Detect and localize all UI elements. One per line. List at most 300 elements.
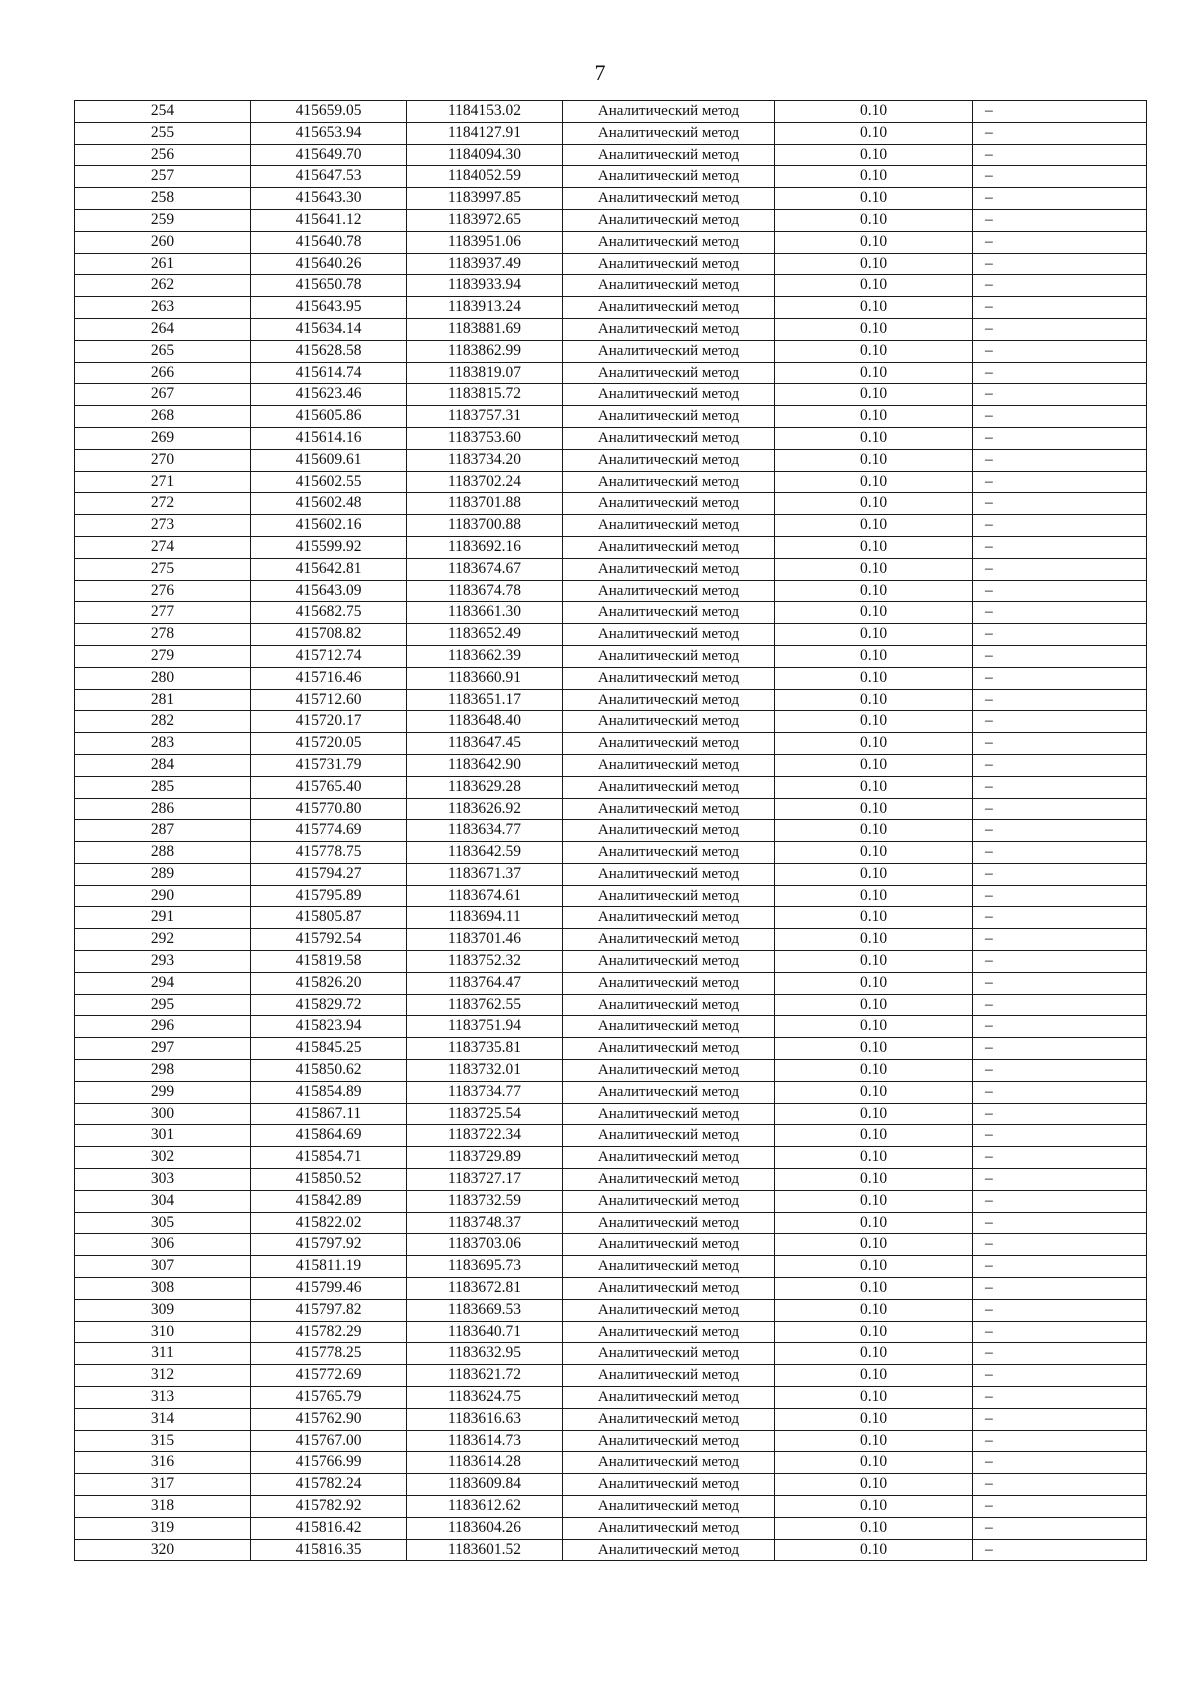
y-coordinate-cell: 1183640.71 <box>407 1321 563 1343</box>
accuracy-cell: 0.10 <box>775 733 973 755</box>
x-coordinate-cell: 415642.81 <box>251 558 407 580</box>
table-row <box>75 515 1147 537</box>
method-cell: Аналитический метод <box>563 1517 775 1539</box>
x-coordinate-cell: 415799.46 <box>251 1278 407 1300</box>
coordinates-table <box>74 100 1147 1561</box>
note-cell: – <box>973 602 1147 624</box>
x-coordinate-cell: 415650.78 <box>251 275 407 297</box>
note-cell: – <box>973 384 1147 406</box>
x-coordinate-cell: 415647.53 <box>251 166 407 188</box>
method-cell: Аналитический метод <box>563 1038 775 1060</box>
table-row <box>75 733 1147 755</box>
y-coordinate-cell: 1183694.11 <box>407 907 563 929</box>
table-row <box>75 1365 1147 1387</box>
x-coordinate-cell: 415842.89 <box>251 1190 407 1212</box>
accuracy-cell: 0.10 <box>775 1365 973 1387</box>
note-cell: – <box>973 1517 1147 1539</box>
method-cell: Аналитический метод <box>563 515 775 537</box>
table-row <box>75 384 1147 406</box>
x-coordinate-cell: 415762.90 <box>251 1408 407 1430</box>
point-number-cell: 257 <box>75 166 251 188</box>
method-cell: Аналитический метод <box>563 427 775 449</box>
y-coordinate-cell: 1183700.88 <box>407 515 563 537</box>
note-cell: – <box>973 1147 1147 1169</box>
note-cell: – <box>973 318 1147 340</box>
accuracy-cell: 0.10 <box>775 493 973 515</box>
point-number-cell: 280 <box>75 667 251 689</box>
x-coordinate-cell: 415640.78 <box>251 231 407 253</box>
table-row <box>75 1474 1147 1496</box>
accuracy-cell: 0.10 <box>775 362 973 384</box>
note-cell: – <box>973 1016 1147 1038</box>
accuracy-cell: 0.10 <box>775 798 973 820</box>
method-cell: Аналитический метод <box>563 929 775 951</box>
note-cell: – <box>973 689 1147 711</box>
method-cell: Аналитический метод <box>563 362 775 384</box>
method-cell: Аналитический метод <box>563 733 775 755</box>
method-cell: Аналитический метод <box>563 994 775 1016</box>
y-coordinate-cell: 1183748.37 <box>407 1212 563 1234</box>
y-coordinate-cell: 1183819.07 <box>407 362 563 384</box>
x-coordinate-cell: 415634.14 <box>251 318 407 340</box>
method-cell: Аналитический метод <box>563 951 775 973</box>
x-coordinate-cell: 415643.30 <box>251 188 407 210</box>
x-coordinate-cell: 415782.29 <box>251 1321 407 1343</box>
y-coordinate-cell: 1183672.81 <box>407 1278 563 1300</box>
accuracy-cell: 0.10 <box>775 929 973 951</box>
page-number: 7 <box>594 60 606 85</box>
table-row <box>75 1256 1147 1278</box>
note-cell: – <box>973 907 1147 929</box>
method-cell: Аналитический метод <box>563 1256 775 1278</box>
accuracy-cell: 0.10 <box>775 689 973 711</box>
method-cell: Аналитический метод <box>563 798 775 820</box>
note-cell: – <box>973 1278 1147 1300</box>
accuracy-cell: 0.10 <box>775 624 973 646</box>
note-cell: – <box>973 231 1147 253</box>
point-number-cell: 255 <box>75 122 251 144</box>
accuracy-cell: 0.10 <box>775 1060 973 1082</box>
accuracy-cell: 0.10 <box>775 384 973 406</box>
table-row <box>75 776 1147 798</box>
accuracy-cell: 0.10 <box>775 667 973 689</box>
y-coordinate-cell: 1183725.54 <box>407 1103 563 1125</box>
note-cell: – <box>973 754 1147 776</box>
table-row <box>75 1016 1147 1038</box>
point-number-cell: 275 <box>75 558 251 580</box>
table-row <box>75 1452 1147 1474</box>
y-coordinate-cell: 1183703.06 <box>407 1234 563 1256</box>
x-coordinate-cell: 415708.82 <box>251 624 407 646</box>
accuracy-cell: 0.10 <box>775 1430 973 1452</box>
x-coordinate-cell: 415643.95 <box>251 297 407 319</box>
note-cell: – <box>973 994 1147 1016</box>
table-row <box>75 907 1147 929</box>
accuracy-cell: 0.10 <box>775 1452 973 1474</box>
y-coordinate-cell: 1183624.75 <box>407 1387 563 1409</box>
point-number-cell: 263 <box>75 297 251 319</box>
table-row <box>75 711 1147 733</box>
note-cell: – <box>973 558 1147 580</box>
accuracy-cell: 0.10 <box>775 1103 973 1125</box>
method-cell: Аналитический метод <box>563 1147 775 1169</box>
point-number-cell: 281 <box>75 689 251 711</box>
note-cell: – <box>973 297 1147 319</box>
x-coordinate-cell: 415772.69 <box>251 1365 407 1387</box>
y-coordinate-cell: 1183614.73 <box>407 1430 563 1452</box>
y-coordinate-cell: 1183701.88 <box>407 493 563 515</box>
point-number-cell: 264 <box>75 318 251 340</box>
table-row <box>75 1060 1147 1082</box>
y-coordinate-cell: 1183751.94 <box>407 1016 563 1038</box>
method-cell: Аналитический метод <box>563 1190 775 1212</box>
table-row <box>75 318 1147 340</box>
x-coordinate-cell: 415602.16 <box>251 515 407 537</box>
method-cell: Аналитический метод <box>563 1212 775 1234</box>
table-row <box>75 188 1147 210</box>
point-number-cell: 273 <box>75 515 251 537</box>
note-cell: – <box>973 1387 1147 1409</box>
point-number-cell: 296 <box>75 1016 251 1038</box>
y-coordinate-cell: 1183661.30 <box>407 602 563 624</box>
x-coordinate-cell: 415716.46 <box>251 667 407 689</box>
note-cell: – <box>973 842 1147 864</box>
note-cell: – <box>973 972 1147 994</box>
x-coordinate-cell: 415640.26 <box>251 253 407 275</box>
note-cell: – <box>973 1256 1147 1278</box>
point-number-cell: 302 <box>75 1147 251 1169</box>
accuracy-cell: 0.10 <box>775 253 973 275</box>
note-cell: – <box>973 209 1147 231</box>
method-cell: Аналитический метод <box>563 384 775 406</box>
point-number-cell: 289 <box>75 863 251 885</box>
table-row <box>75 645 1147 667</box>
y-coordinate-cell: 1183933.94 <box>407 275 563 297</box>
accuracy-cell: 0.10 <box>775 1212 973 1234</box>
point-number-cell: 319 <box>75 1517 251 1539</box>
method-cell: Аналитический метод <box>563 580 775 602</box>
table-row <box>75 1103 1147 1125</box>
x-coordinate-cell: 415643.09 <box>251 580 407 602</box>
table-row <box>75 1408 1147 1430</box>
accuracy-cell: 0.10 <box>775 1038 973 1060</box>
table-row <box>75 1190 1147 1212</box>
x-coordinate-cell: 415778.25 <box>251 1343 407 1365</box>
note-cell: – <box>973 1474 1147 1496</box>
x-coordinate-cell: 415712.60 <box>251 689 407 711</box>
note-cell: – <box>973 1081 1147 1103</box>
accuracy-cell: 0.10 <box>775 406 973 428</box>
y-coordinate-cell: 1184052.59 <box>407 166 563 188</box>
accuracy-cell: 0.10 <box>775 580 973 602</box>
x-coordinate-cell: 415811.19 <box>251 1256 407 1278</box>
x-coordinate-cell: 415774.69 <box>251 820 407 842</box>
table-row <box>75 624 1147 646</box>
x-coordinate-cell: 415659.05 <box>251 101 407 123</box>
note-cell: – <box>973 1430 1147 1452</box>
table-row <box>75 101 1147 123</box>
point-number-cell: 313 <box>75 1387 251 1409</box>
method-cell: Аналитический метод <box>563 449 775 471</box>
note-cell: – <box>973 471 1147 493</box>
method-cell: Аналитический метод <box>563 754 775 776</box>
table-row <box>75 1169 1147 1191</box>
point-number-cell: 293 <box>75 951 251 973</box>
accuracy-cell: 0.10 <box>775 318 973 340</box>
y-coordinate-cell: 1183734.77 <box>407 1081 563 1103</box>
x-coordinate-cell: 415682.75 <box>251 602 407 624</box>
y-coordinate-cell: 1183642.90 <box>407 754 563 776</box>
method-cell: Аналитический метод <box>563 1343 775 1365</box>
point-number-cell: 254 <box>75 101 251 123</box>
point-number-cell: 298 <box>75 1060 251 1082</box>
method-cell: Аналитический метод <box>563 972 775 994</box>
y-coordinate-cell: 1183621.72 <box>407 1365 563 1387</box>
method-cell: Аналитический метод <box>563 122 775 144</box>
x-coordinate-cell: 415797.92 <box>251 1234 407 1256</box>
accuracy-cell: 0.10 <box>775 1081 973 1103</box>
table-row <box>75 798 1147 820</box>
table-row <box>75 362 1147 384</box>
method-cell: Аналитический метод <box>563 1299 775 1321</box>
method-cell: Аналитический метод <box>563 1234 775 1256</box>
accuracy-cell: 0.10 <box>775 1278 973 1300</box>
accuracy-cell: 0.10 <box>775 1408 973 1430</box>
y-coordinate-cell: 1183701.46 <box>407 929 563 951</box>
method-cell: Аналитический метод <box>563 776 775 798</box>
point-number-cell: 279 <box>75 645 251 667</box>
x-coordinate-cell: 415826.20 <box>251 972 407 994</box>
x-coordinate-cell: 415720.05 <box>251 733 407 755</box>
y-coordinate-cell: 1183862.99 <box>407 340 563 362</box>
accuracy-cell: 0.10 <box>775 711 973 733</box>
note-cell: – <box>973 1299 1147 1321</box>
accuracy-cell: 0.10 <box>775 1147 973 1169</box>
y-coordinate-cell: 1183727.17 <box>407 1169 563 1191</box>
x-coordinate-cell: 415720.17 <box>251 711 407 733</box>
note-cell: – <box>973 275 1147 297</box>
x-coordinate-cell: 415867.11 <box>251 1103 407 1125</box>
accuracy-cell: 0.10 <box>775 1016 973 1038</box>
method-cell: Аналитический метод <box>563 166 775 188</box>
table-row <box>75 493 1147 515</box>
x-coordinate-cell: 415794.27 <box>251 863 407 885</box>
method-cell: Аналитический метод <box>563 471 775 493</box>
table-row <box>75 1430 1147 1452</box>
method-cell: Аналитический метод <box>563 1539 775 1561</box>
x-coordinate-cell: 415854.89 <box>251 1081 407 1103</box>
point-number-cell: 260 <box>75 231 251 253</box>
y-coordinate-cell: 1183642.59 <box>407 842 563 864</box>
point-number-cell: 316 <box>75 1452 251 1474</box>
method-cell: Аналитический метод <box>563 231 775 253</box>
accuracy-cell: 0.10 <box>775 297 973 319</box>
y-coordinate-cell: 1183997.85 <box>407 188 563 210</box>
accuracy-cell: 0.10 <box>775 1321 973 1343</box>
table-row <box>75 689 1147 711</box>
method-cell: Аналитический метод <box>563 275 775 297</box>
point-number-cell: 304 <box>75 1190 251 1212</box>
note-cell: – <box>973 798 1147 820</box>
note-cell: – <box>973 1452 1147 1474</box>
table-row <box>75 863 1147 885</box>
table-row <box>75 1539 1147 1561</box>
x-coordinate-cell: 415850.62 <box>251 1060 407 1082</box>
point-number-cell: 270 <box>75 449 251 471</box>
y-coordinate-cell: 1183632.95 <box>407 1343 563 1365</box>
x-coordinate-cell: 415805.87 <box>251 907 407 929</box>
method-cell: Аналитический метод <box>563 340 775 362</box>
accuracy-cell: 0.10 <box>775 1169 973 1191</box>
note-cell: – <box>973 406 1147 428</box>
accuracy-cell: 0.10 <box>775 863 973 885</box>
point-number-cell: 294 <box>75 972 251 994</box>
accuracy-cell: 0.10 <box>775 1517 973 1539</box>
table-row <box>75 929 1147 951</box>
accuracy-cell: 0.10 <box>775 101 973 123</box>
point-number-cell: 292 <box>75 929 251 951</box>
y-coordinate-cell: 1184127.91 <box>407 122 563 144</box>
method-cell: Аналитический метод <box>563 1278 775 1300</box>
note-cell: – <box>973 427 1147 449</box>
table-row <box>75 297 1147 319</box>
accuracy-cell: 0.10 <box>775 427 973 449</box>
table-row <box>75 275 1147 297</box>
note-cell: – <box>973 1365 1147 1387</box>
point-number-cell: 261 <box>75 253 251 275</box>
accuracy-cell: 0.10 <box>775 1299 973 1321</box>
x-coordinate-cell: 415602.55 <box>251 471 407 493</box>
accuracy-cell: 0.10 <box>775 340 973 362</box>
y-coordinate-cell: 1183937.49 <box>407 253 563 275</box>
note-cell: – <box>973 515 1147 537</box>
point-number-cell: 300 <box>75 1103 251 1125</box>
x-coordinate-cell: 415782.92 <box>251 1496 407 1518</box>
accuracy-cell: 0.10 <box>775 820 973 842</box>
note-cell: – <box>973 1060 1147 1082</box>
point-number-cell: 285 <box>75 776 251 798</box>
point-number-cell: 267 <box>75 384 251 406</box>
accuracy-cell: 0.10 <box>775 1496 973 1518</box>
note-cell: – <box>973 951 1147 973</box>
y-coordinate-cell: 1183601.52 <box>407 1539 563 1561</box>
x-coordinate-cell: 415770.80 <box>251 798 407 820</box>
y-coordinate-cell: 1183734.20 <box>407 449 563 471</box>
accuracy-cell: 0.10 <box>775 972 973 994</box>
method-cell: Аналитический метод <box>563 645 775 667</box>
x-coordinate-cell: 415782.24 <box>251 1474 407 1496</box>
method-cell: Аналитический метод <box>563 711 775 733</box>
method-cell: Аналитический метод <box>563 253 775 275</box>
note-cell: – <box>973 885 1147 907</box>
table-row <box>75 1234 1147 1256</box>
note-cell: – <box>973 1212 1147 1234</box>
table-row <box>75 471 1147 493</box>
table-row <box>75 1343 1147 1365</box>
x-coordinate-cell: 415854.71 <box>251 1147 407 1169</box>
note-cell: – <box>973 1190 1147 1212</box>
accuracy-cell: 0.10 <box>775 1234 973 1256</box>
accuracy-cell: 0.10 <box>775 1125 973 1147</box>
note-cell: – <box>973 580 1147 602</box>
note-cell: – <box>973 624 1147 646</box>
y-coordinate-cell: 1183616.63 <box>407 1408 563 1430</box>
method-cell: Аналитический метод <box>563 842 775 864</box>
point-number-cell: 295 <box>75 994 251 1016</box>
method-cell: Аналитический метод <box>563 1081 775 1103</box>
method-cell: Аналитический метод <box>563 1365 775 1387</box>
y-coordinate-cell: 1183722.34 <box>407 1125 563 1147</box>
note-cell: – <box>973 493 1147 515</box>
note-cell: – <box>973 1169 1147 1191</box>
y-coordinate-cell: 1183626.92 <box>407 798 563 820</box>
method-cell: Аналитический метод <box>563 1016 775 1038</box>
table-row <box>75 253 1147 275</box>
table-row <box>75 449 1147 471</box>
note-cell: – <box>973 1539 1147 1561</box>
y-coordinate-cell: 1183660.91 <box>407 667 563 689</box>
note-cell: – <box>973 166 1147 188</box>
method-cell: Аналитический метод <box>563 558 775 580</box>
note-cell: – <box>973 733 1147 755</box>
method-cell: Аналитический метод <box>563 624 775 646</box>
x-coordinate-cell: 415712.74 <box>251 645 407 667</box>
method-cell: Аналитический метод <box>563 1321 775 1343</box>
point-number-cell: 266 <box>75 362 251 384</box>
table-row <box>75 842 1147 864</box>
y-coordinate-cell: 1183732.59 <box>407 1190 563 1212</box>
point-number-cell: 290 <box>75 885 251 907</box>
y-coordinate-cell: 1184094.30 <box>407 144 563 166</box>
y-coordinate-cell: 1183695.73 <box>407 1256 563 1278</box>
point-number-cell: 299 <box>75 1081 251 1103</box>
table-row <box>75 144 1147 166</box>
table-row <box>75 667 1147 689</box>
table-row <box>75 820 1147 842</box>
x-coordinate-cell: 415829.72 <box>251 994 407 1016</box>
accuracy-cell: 0.10 <box>775 754 973 776</box>
note-cell: – <box>973 1343 1147 1365</box>
y-coordinate-cell: 1183669.53 <box>407 1299 563 1321</box>
point-number-cell: 287 <box>75 820 251 842</box>
point-number-cell: 315 <box>75 1430 251 1452</box>
point-number-cell: 306 <box>75 1234 251 1256</box>
method-cell: Аналитический метод <box>563 144 775 166</box>
y-coordinate-cell: 1183951.06 <box>407 231 563 253</box>
y-coordinate-cell: 1183972.65 <box>407 209 563 231</box>
table-row <box>75 1387 1147 1409</box>
note-cell: – <box>973 362 1147 384</box>
accuracy-cell: 0.10 <box>775 885 973 907</box>
x-coordinate-cell: 415609.61 <box>251 449 407 471</box>
method-cell: Аналитический метод <box>563 907 775 929</box>
x-coordinate-cell: 415641.12 <box>251 209 407 231</box>
note-cell: – <box>973 1408 1147 1430</box>
note-cell: – <box>973 253 1147 275</box>
note-cell: – <box>973 667 1147 689</box>
x-coordinate-cell: 415845.25 <box>251 1038 407 1060</box>
accuracy-cell: 0.10 <box>775 275 973 297</box>
point-number-cell: 309 <box>75 1299 251 1321</box>
point-number-cell: 276 <box>75 580 251 602</box>
accuracy-cell: 0.10 <box>775 1387 973 1409</box>
method-cell: Аналитический метод <box>563 1452 775 1474</box>
table-row <box>75 558 1147 580</box>
accuracy-cell: 0.10 <box>775 471 973 493</box>
point-number-cell: 311 <box>75 1343 251 1365</box>
note-cell: – <box>973 536 1147 558</box>
point-number-cell: 307 <box>75 1256 251 1278</box>
